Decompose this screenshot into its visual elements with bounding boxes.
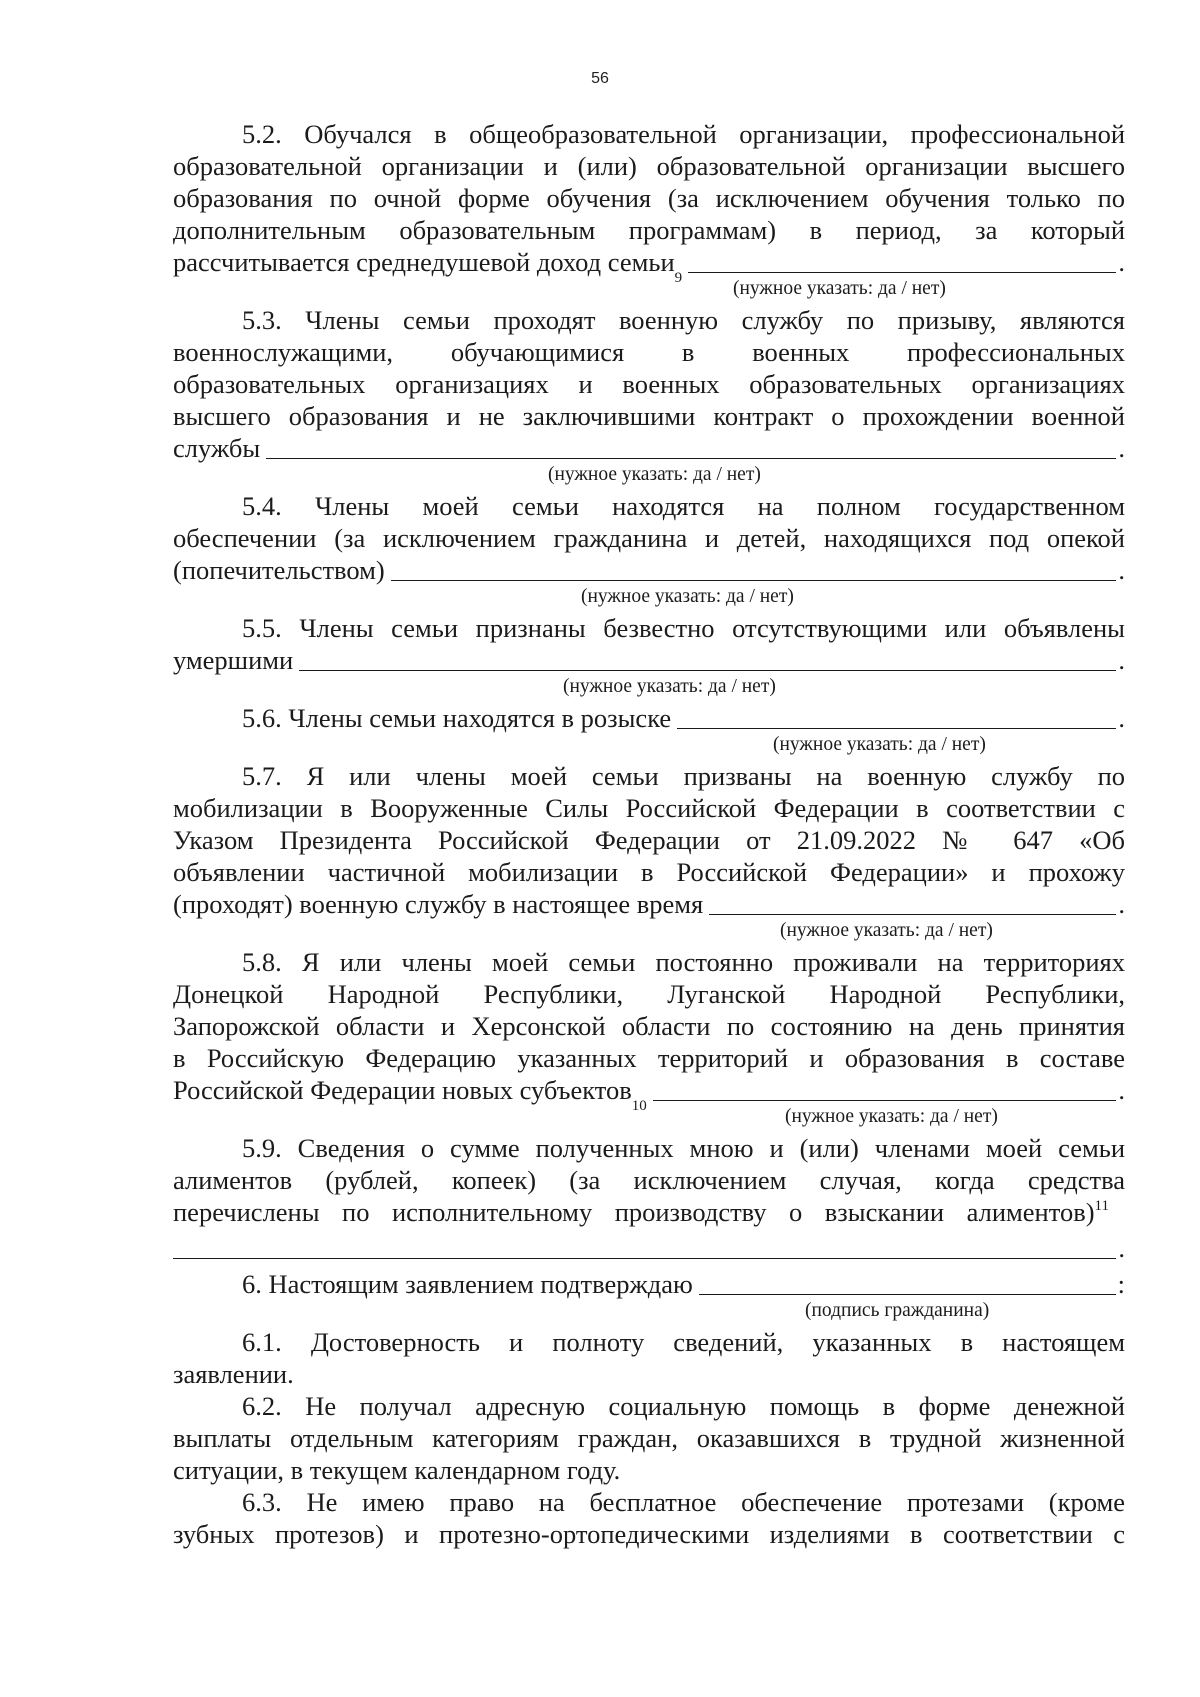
punctuation: . [1118,555,1125,585]
answer-blank[interactable] [173,1235,1116,1259]
text-line: 5.6. Члены семьи находятся в розыске [242,703,672,733]
answer-blank[interactable] [391,557,1117,581]
text-line: Запорожской области и Херсонской области по состоянию на день принятия [173,1011,1125,1041]
text-line-content: перечислены по исполнительному производству о взыскании алиментов) [173,1197,1095,1227]
answer-blank[interactable] [653,1077,1117,1101]
text-line: в Российскую Федерацию указанных территорий и образования в составе [173,1043,1125,1073]
text-line: Российской Федерации новых субъектов [173,1075,632,1105]
text-line: (попечительством) [173,555,385,585]
page-number: 56 [591,70,609,87]
text-line: военнослужащими, обучающимися в военных профессиональных [173,337,1125,367]
text-line: 5.3. Члены семьи проходят военную службу по призыву, являются [242,305,1125,335]
punctuation: . [1118,247,1125,277]
field-hint: (нужное указать: да / нет) [773,734,986,755]
text-line: 5.4. Члены моей семьи находятся на полном государственном [242,491,1125,521]
section-6-2 [173,1390,1125,1486]
text-line: ситуации, в текущем календарном году. [173,1455,621,1485]
field-hint: (нужное указать: да / нет) [548,464,761,485]
answer-line: Российской Федерации новых субъектов 10 . [173,1075,1125,1114]
text-line: объявлении частичной мобилизации в Российской Федерации» и прохожу [173,857,1125,887]
text-line: 5.7. Я или члены моей семьи призваны на военную службу по [242,761,1125,791]
text-line: рассчитывается среднедушевой доход семьи [173,247,675,277]
text-line: выплаты отдельным категориям граждан, оказавшихся в трудной жизненной [173,1423,1125,1453]
answer-blank[interactable] [709,891,1116,915]
section-5-7 [173,760,1125,943]
text-line [173,1196,1125,1228]
text-line: дополнительным образовательным программам) в период, за который [173,215,1125,245]
text-line: 6.3. Не имею право на бесплатное обеспечение протезами (кроме [242,1487,1125,1517]
field-hint: (нужное указать: да / нет) [581,586,794,607]
answer-blank[interactable] [299,647,1116,671]
answer-line [173,554,1125,586]
text-line: 5.9. Сведения о сумме полученных мною и (или) членами моей семьи [242,1133,1125,1163]
text-line: мобилизации в Вооруженные Силы Российской Федерации в соответствии с [173,793,1125,823]
field-hint: (нужное указать: да / нет) [563,676,776,697]
section-6 [173,1268,1125,1323]
text-line: 6. Настоящим заявлением подтверждаю [242,1269,693,1299]
text-line: 6.2. Не получал адресную социальную помощь в форме денежной [242,1391,1125,1421]
answer-line: рассчитывается среднедушевой доход семьи 9 . [173,247,1125,286]
answer-blank[interactable] [688,249,1116,273]
section-6-3 [173,1486,1125,1550]
text-line: 5.2. Обучался в общеобразовательной организации, профессиональной [242,119,1125,149]
text-line: службы [173,433,261,463]
field-hint: (подпись гражданина) [805,1300,990,1321]
text-line: умершими [173,645,294,675]
text-line: Донецкой Народной Республики, Луганской Народной Республики, [173,979,1125,1009]
text-line: 6.1. Достоверность и полноту сведений, указанных в настоящем [242,1327,1125,1357]
answer-line [173,1268,1125,1300]
answer-line [173,888,1125,920]
answer-blank[interactable] [266,435,1116,459]
section-6-1 [173,1326,1125,1390]
answer-line [173,702,1125,734]
text-line: высшего образования и не заключившими контракт о прохождении военной [173,401,1125,431]
document-body [173,118,1125,1550]
punctuation: . [1118,433,1125,463]
text-line: алиментов (рублей, копеек) (за исключением случая, когда средства [173,1165,1125,1195]
section-5-3 [173,304,1125,487]
field-hint: (нужное указать: да / нет) [785,1106,998,1127]
punctuation: . [1118,703,1125,733]
text-line: 5.8. Я или члены моей семьи постоянно проживали на территориях [242,947,1125,977]
field-hint: (нужное указать: да / нет) [780,920,993,941]
section-5-2 [173,118,1125,301]
text-line: (проходят) военную службу в настоящее время [173,889,704,919]
signature-blank[interactable] [699,1271,1116,1295]
section-5-9 [173,1132,1125,1264]
punctuation: . [1118,889,1125,919]
text-line: образовательной организации и (или) образовательной организации высшего [173,151,1125,181]
section-5-4 [173,490,1125,609]
answer-line [173,644,1125,676]
field-hint: (нужное указать: да / нет) [733,278,946,299]
text-line: 5.5. Члены семьи признаны безвестно отсутствующими или объявлены [242,613,1125,643]
section-5-6 [173,702,1125,757]
text-line: Указом Президента Российской Федерации от 21.09.2022 № 647 «Об [173,825,1125,855]
punctuation: : [1117,1269,1125,1299]
punctuation: . [1118,1075,1125,1105]
text-line: обеспечении (за исключением гражданина и детей, находящихся под опекой [173,523,1125,553]
section-5-5 [173,612,1125,699]
punctuation: . [1118,645,1125,675]
footnote-ref: 11 [1094,1198,1109,1214]
text-line: образовательных организациях и военных образовательных организациях [173,369,1125,399]
answer-line [173,432,1125,464]
text-line: образования по очной форме обучения (за исключением обучения только по [173,183,1125,213]
section-5-8 [173,946,1125,1129]
text-line: заявлении. [173,1359,294,1389]
punctuation: . [1118,1233,1125,1263]
answer-line [173,1232,1125,1264]
answer-blank[interactable] [677,705,1116,729]
text-line: зубных протезов) и протезно-ортопедическими изделиями в соответствии с [173,1519,1125,1549]
